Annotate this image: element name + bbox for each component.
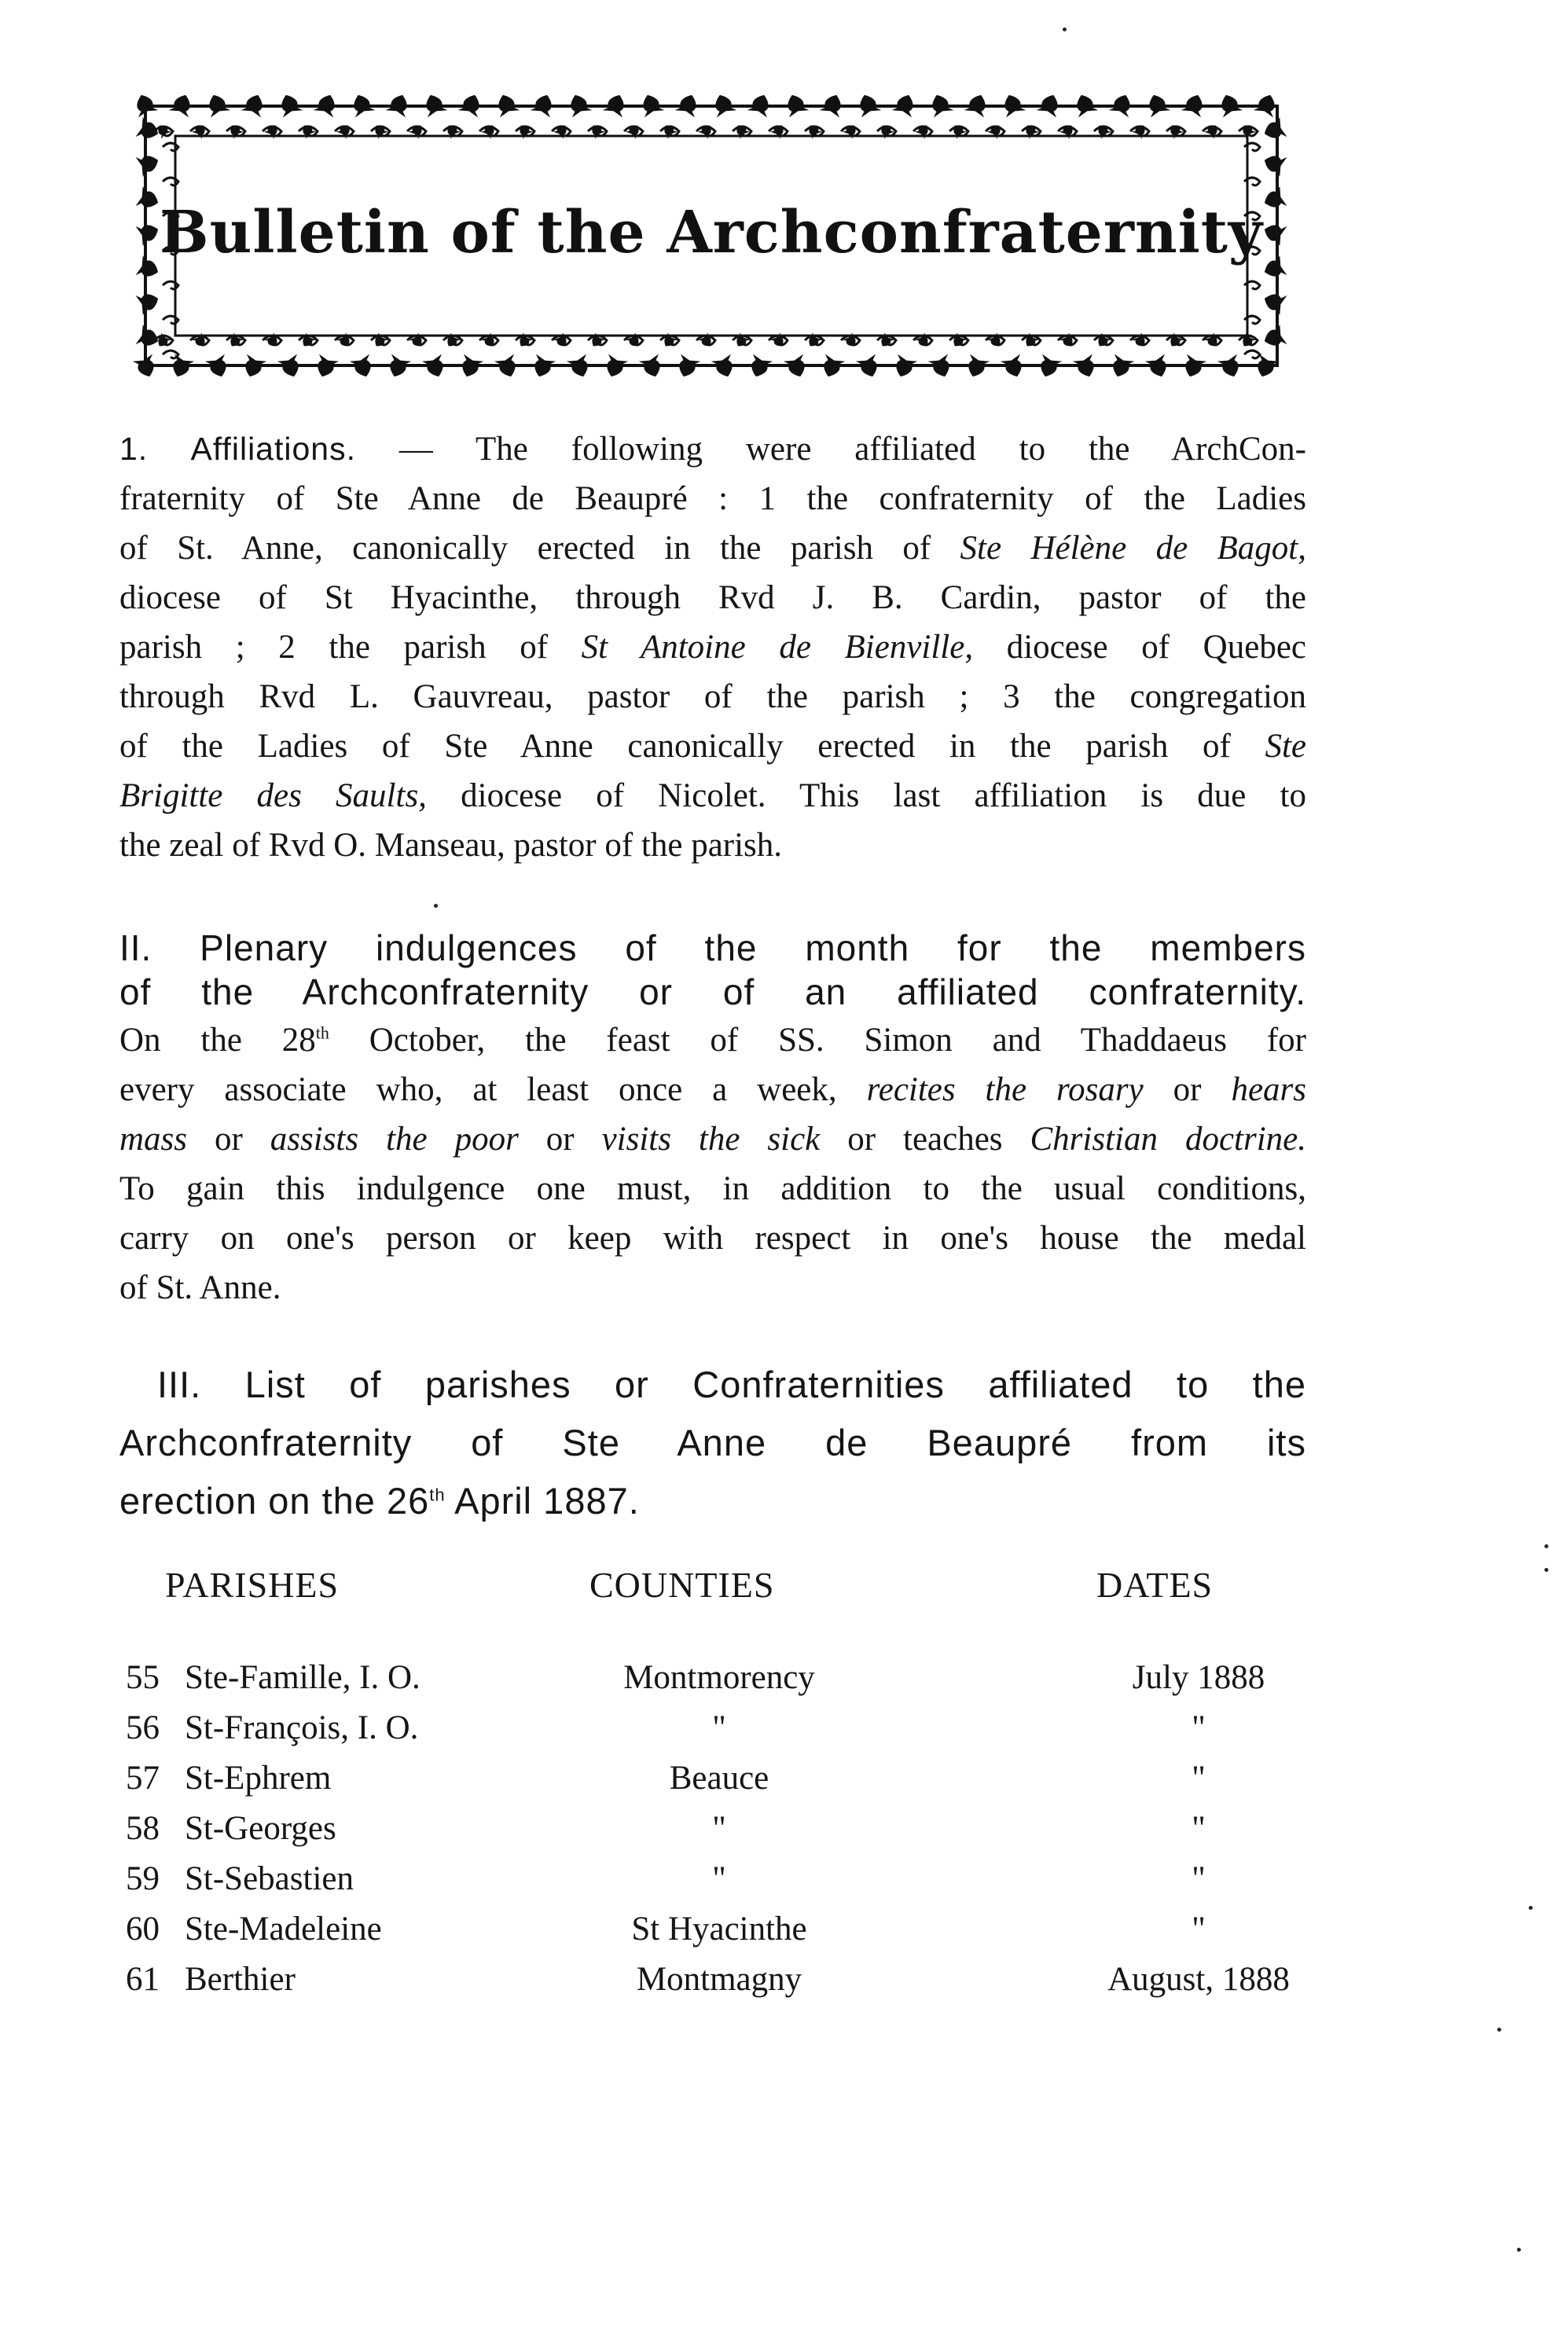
row-number: 60 bbox=[126, 1911, 160, 1948]
paragraph-line: — The following were affiliated to the ArchCon- bbox=[355, 431, 1306, 468]
county-name: " bbox=[712, 1810, 726, 1847]
paragraph-line: of St. Anne, canonically erected in the parish of bbox=[119, 530, 960, 567]
scan-speck bbox=[434, 904, 438, 908]
paragraph-text: of St. Anne. bbox=[119, 1269, 281, 1306]
parish-name: St-Ephrem bbox=[185, 1760, 332, 1797]
italic-phrase: hears bbox=[1231, 1071, 1306, 1108]
paragraph-line: parish ; 2 the parish of bbox=[119, 629, 582, 666]
italic-parish-name: Ste bbox=[1265, 728, 1306, 765]
section-heading: April 1887. bbox=[445, 1480, 640, 1522]
italic-phrase: assists the poor bbox=[270, 1121, 519, 1158]
italic-phrase: visits the sick bbox=[601, 1121, 821, 1158]
italic-phrase: recites the rosary bbox=[866, 1071, 1144, 1108]
paragraph-line: through Rvd L. Gauvreau, pastor of the parish ; 3 the congregation bbox=[119, 678, 1306, 715]
superscript: th bbox=[429, 1485, 446, 1505]
section-list-of-parishes bbox=[119, 1356, 1306, 1530]
paragraph-text: carry on one's person or keep with respect in one's house the medal bbox=[119, 1220, 1306, 1257]
section-plenary-indulgences bbox=[119, 926, 1306, 1313]
scan-speck bbox=[1544, 1568, 1548, 1572]
italic-parish-name: St Antoine de Bienville, bbox=[581, 629, 974, 666]
parish-name: St-Sebastien bbox=[185, 1860, 354, 1897]
paragraph-line: fraternity of Ste Anne de Beaupré : 1 the confraternity of the Ladies bbox=[119, 480, 1306, 517]
table-row bbox=[0, 1910, 1568, 1960]
scan-speck bbox=[1544, 1544, 1548, 1548]
parish-name: St-Georges bbox=[185, 1810, 336, 1847]
county-name: St Hyacinthe bbox=[631, 1911, 807, 1948]
paragraph-text: October, the feast of SS. Simon and Thaddaeus for bbox=[329, 1022, 1306, 1059]
italic-parish-name: Brigitte des Saults, bbox=[119, 777, 427, 814]
affiliation-date: " bbox=[1192, 1760, 1206, 1797]
parish-name: St-François, I. O. bbox=[185, 1709, 419, 1746]
paragraph-text: or teaches bbox=[820, 1121, 1030, 1158]
paragraph-text: To gain this indulgence one must, in addition to the usual conditions, bbox=[119, 1170, 1306, 1207]
county-name: " bbox=[712, 1860, 726, 1897]
scan-speck bbox=[1517, 2248, 1521, 2252]
italic-phrase: Christian doctrine. bbox=[1030, 1121, 1306, 1158]
table-row bbox=[0, 1658, 1568, 1709]
scan-speck bbox=[1063, 28, 1067, 31]
paragraph-line: the zeal of Rvd O. Manseau, pastor of the parish. bbox=[119, 827, 783, 864]
scan-speck bbox=[1529, 1906, 1533, 1910]
affiliation-date: July 1888 bbox=[1132, 1659, 1265, 1696]
row-number: 57 bbox=[126, 1760, 160, 1797]
paragraph-line: diocese of St Hyacinthe, through Rvd J. B. Cardin, pastor of the bbox=[119, 579, 1306, 616]
parish-name: Ste-Madeleine bbox=[185, 1911, 382, 1948]
section-heading: of the Archconfraternity or of an affiliated confraternity. bbox=[119, 971, 1306, 1012]
paragraph-line: diocese of Nicolet. This last affiliation is due to bbox=[426, 777, 1306, 814]
paragraph-line: of the Ladies of Ste Anne canonically erected in the parish of bbox=[119, 728, 1265, 765]
row-number: 56 bbox=[126, 1709, 160, 1746]
section-heading: Archconfraternity of Ste Anne de Beaupré from its bbox=[119, 1422, 1306, 1463]
column-header-counties: COUNTIES bbox=[589, 1565, 775, 1605]
table-row bbox=[0, 1960, 1568, 2010]
section-heading: erection on the 26 bbox=[119, 1480, 430, 1522]
section-affiliations bbox=[119, 424, 1306, 870]
column-header-parishes: PARISHES bbox=[165, 1565, 340, 1605]
table-row bbox=[0, 1759, 1568, 1809]
bulletin-title: Bulletin of the Archconfraternity bbox=[160, 199, 1263, 266]
row-number: 61 bbox=[126, 1961, 160, 1998]
affiliation-date: " bbox=[1192, 1810, 1206, 1847]
county-name: Montmorency bbox=[623, 1659, 815, 1696]
superscript: th bbox=[315, 1022, 329, 1043]
paragraph-text: every associate who, at least once a week, bbox=[119, 1071, 867, 1108]
county-name: Montmagny bbox=[636, 1961, 802, 1998]
table-row bbox=[0, 1809, 1568, 1860]
paragraph-text: On the 28 bbox=[119, 1022, 316, 1059]
paragraph-text: or bbox=[187, 1121, 270, 1158]
parish-name: Berthier bbox=[185, 1961, 296, 1998]
paragraph-text: or bbox=[1143, 1071, 1232, 1108]
scan-speck bbox=[1497, 2028, 1501, 2032]
row-number: 58 bbox=[126, 1810, 160, 1847]
section-heading: II. Plenary indulgences of the month for the members bbox=[119, 927, 1306, 968]
affiliation-date: " bbox=[1192, 1860, 1206, 1897]
table-row bbox=[0, 1709, 1568, 1759]
affiliation-date: August, 1888 bbox=[1107, 1961, 1290, 1998]
row-number: 59 bbox=[126, 1860, 160, 1897]
italic-parish-name: Ste Hélène de Bagot, bbox=[960, 530, 1307, 567]
row-number: 55 bbox=[126, 1659, 160, 1696]
column-header-dates: DATES bbox=[1096, 1565, 1214, 1605]
section-heading: III. List of parishes or Confraternities affiliated to the bbox=[157, 1364, 1306, 1405]
affiliation-date: " bbox=[1192, 1911, 1206, 1948]
section-affiliations-label: 1. Affiliations. bbox=[119, 431, 356, 467]
table-row bbox=[0, 1860, 1568, 1910]
ornamental-header bbox=[130, 83, 1293, 389]
county-name: " bbox=[712, 1709, 726, 1746]
county-name: Beauce bbox=[669, 1760, 769, 1797]
paragraph-line: diocese of Quebec bbox=[973, 629, 1306, 666]
italic-phrase: mass bbox=[119, 1121, 188, 1158]
affiliation-date: " bbox=[1192, 1709, 1206, 1746]
paragraph-text: or bbox=[518, 1121, 602, 1158]
parish-name: Ste-Famille, I. O. bbox=[185, 1659, 420, 1696]
